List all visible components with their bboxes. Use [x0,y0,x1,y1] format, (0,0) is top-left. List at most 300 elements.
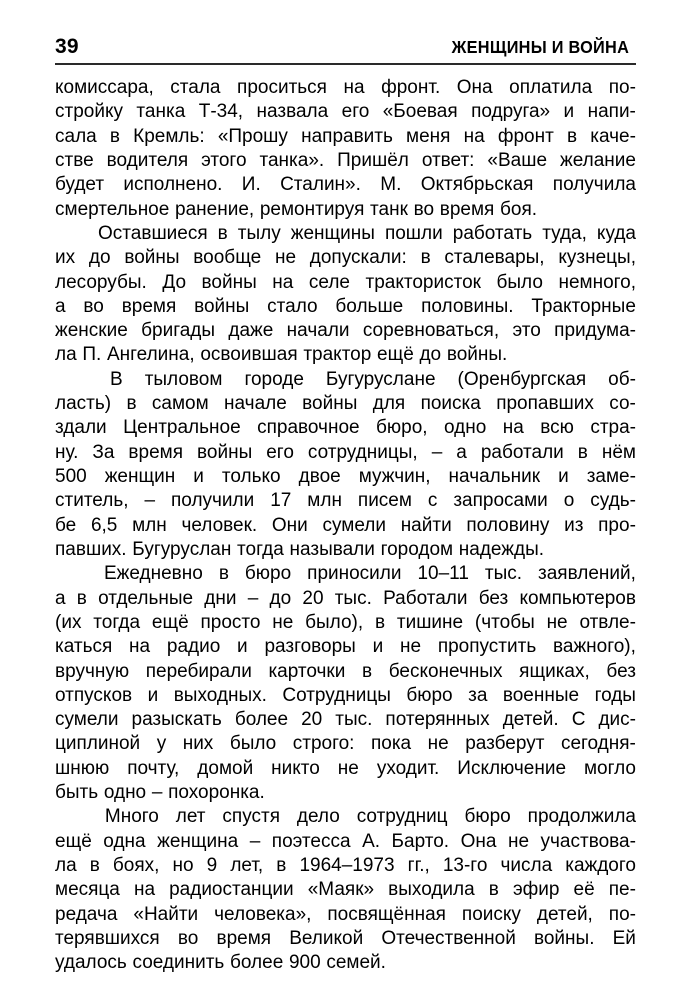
word: С [571,709,586,731]
word: меня [406,125,451,147]
word: на [463,125,485,147]
word: одно [444,417,487,439]
word: тыс. [334,587,372,609]
word: не [399,636,422,658]
word: удалось [55,952,127,974]
word: «Прошу [217,125,288,147]
word: а [456,441,467,463]
word: стра- [590,417,636,439]
word: тишине [396,611,464,633]
word: сталевары, [444,247,545,269]
word: в [109,125,120,147]
word: 17 [270,490,292,512]
word: ответ: [421,149,475,171]
word: сумели [322,514,386,536]
word: войны. [533,927,595,949]
word: вручную [55,660,130,682]
word: Она [456,77,493,98]
word: – [151,782,163,804]
word: пе- [608,879,636,901]
word: шнюю [55,757,110,779]
word: Пришёл [337,149,409,171]
word: получили [171,490,255,512]
text-line [55,246,636,270]
word: ласть) [55,393,112,415]
word: во [413,198,435,220]
word: лет, [230,855,264,876]
word: будет [55,174,105,196]
word: сотрудницы, [307,441,418,463]
word: – [247,587,259,609]
word: 20 [302,587,324,609]
text-line [55,173,636,197]
word: во [177,927,199,949]
word: войны [197,441,253,463]
word: бесконечных [388,660,503,682]
word: лесорубы. [55,271,147,293]
word: 1964–1973 [299,855,395,876]
word: ещё [55,830,92,852]
word: Тракторные [531,295,636,317]
word: кузнецы, [558,247,636,269]
text-line [55,635,636,659]
word: о [563,490,575,512]
word: компьютеров [519,587,636,609]
word: годы [594,684,636,706]
word: «Боевая [382,101,458,123]
word: её [573,879,595,901]
word: бюро [406,684,453,706]
word: на [272,271,294,293]
word: писем [357,490,412,512]
word: и [558,466,569,487]
word: исполнено. [123,174,223,196]
word: половину [466,514,550,536]
word: всю [540,417,574,439]
word: важного), [553,636,636,658]
word: тылу [237,222,281,244]
paragraph [55,562,636,805]
word: М. [380,174,402,196]
word: войны [201,271,257,293]
word: стало [267,295,318,317]
word: «Маяк» [307,879,375,901]
paragraph [55,76,636,222]
text-line [55,903,636,927]
word: каче- [590,125,636,147]
word: спустя [222,806,280,828]
word: Т-34, [198,101,244,123]
word: тогда [237,538,284,560]
word: ремонтируя [259,198,365,220]
word: Много [104,806,159,828]
word: в [374,611,386,633]
word: заявлений, [538,563,636,585]
word: об- [608,368,636,390]
word: тогда [93,611,141,633]
word: и [147,684,159,706]
text-line [55,368,636,392]
word: городом [380,538,454,560]
word: До [162,271,187,293]
word: придума- [554,320,636,342]
word: допускали: [309,247,407,269]
word: водителя [106,149,189,171]
word: участвова- [540,830,636,852]
text-line [55,222,636,246]
word: 6,5 [90,514,118,536]
word: без [478,587,509,609]
word: тыловом [144,368,223,390]
word: куда [596,222,636,244]
word: выходных. [173,684,267,706]
word: в [566,125,578,147]
word: трактористок [365,271,481,293]
word: одно [103,782,147,804]
word: разговоры [264,636,356,658]
word: ящиках, [519,660,590,682]
text-line [55,538,636,562]
word: 500 [55,466,87,487]
word: туда, [542,222,587,244]
word: женские [55,320,128,342]
word: одна [103,830,146,852]
word: посвящённая [327,903,446,925]
word: карточки [268,660,346,682]
word: Октябрьская [420,174,534,196]
running-head [55,36,636,57]
word: радиостанции [169,879,294,901]
word: это [512,320,541,342]
word: павших. [55,538,127,560]
word: из [564,514,584,536]
word: женщины [290,222,375,244]
word: потерянных [385,709,490,731]
word: дис- [598,709,636,731]
word: без [606,660,636,682]
text-line [55,125,636,149]
word: разыскать [131,709,222,731]
word: В [110,368,123,390]
word: – [431,441,443,463]
word: было [496,271,543,293]
word: запросами [453,490,548,512]
word: работать [452,222,533,244]
word: на [343,77,365,98]
word: П. [82,344,102,366]
word: и [372,636,384,658]
word: напи- [587,101,636,123]
word: млн [132,514,167,536]
text-line [55,562,636,586]
word: до [419,344,442,366]
word: бригады [141,320,216,342]
word: и [193,466,204,487]
word: в [420,247,431,269]
word: – [249,830,261,852]
word: немного, [558,271,636,293]
word: мужчин, [358,466,431,487]
word: дни [204,587,237,609]
word: больше [335,295,404,317]
word: пока [370,733,412,755]
word: млн [307,490,342,512]
word: в [488,879,499,901]
word: не [272,611,294,633]
word: поэтесса [271,830,351,852]
word: начали [286,320,350,342]
word: Работали [383,587,468,609]
word: не [274,247,297,269]
header-divider-rule [55,63,636,65]
word: с [427,490,438,512]
text-line [55,732,636,756]
word: уходит. [376,757,440,779]
paragraph [55,368,636,563]
word: во [83,295,104,317]
word: ну. [55,441,79,463]
text-line [55,878,636,902]
text-line [55,514,636,538]
word: поиска [420,393,481,415]
word: желание [560,149,636,171]
word: фронт. [381,77,441,98]
word: начале [224,393,287,415]
word: числа [500,855,553,876]
word: за [468,684,488,706]
text-line [55,951,636,975]
text-line [55,319,636,343]
word: ещё [151,611,189,633]
word: Они [271,514,308,536]
word: никто [271,757,320,779]
word: время [216,927,272,949]
word: – [144,490,156,512]
word: Центральное [123,417,241,439]
word: у [156,733,167,755]
word: в [89,855,100,876]
word: похоронка. [168,782,265,804]
word: 13-го [442,855,488,876]
word: А. [362,830,381,852]
word: «Найти [133,903,199,925]
word: 900 [288,952,321,974]
word: двое [298,466,341,487]
text-line [55,441,636,465]
word: 10–11 [417,563,469,585]
text-line [55,587,636,611]
word: Сталин». [280,174,361,196]
word: танка [136,101,186,123]
word: человека», [214,903,312,925]
word: домой [197,757,254,779]
word: пошли [384,222,443,244]
word: время [121,295,177,317]
word: сотрудниц [356,806,448,828]
word: ещё [377,344,414,366]
text-line [55,660,636,684]
running-title: ЖЕНЩИНЫ И ВОЙНА [451,37,630,57]
word: начальник [448,466,541,487]
word: трактор [303,344,372,366]
body-text-block [55,76,636,976]
word: нём [601,441,636,463]
word: перебирали [145,660,252,682]
word: до [269,587,292,609]
word: проситься [237,77,327,98]
word: И. [241,174,261,196]
text-line [55,149,636,173]
word: войны [124,247,180,269]
word: оплатила [509,77,593,98]
word: (их [55,611,82,633]
word: не [427,733,449,755]
word: а [55,587,66,609]
word: Барто. [391,830,450,852]
text-line [55,684,636,708]
word: получила [552,174,636,196]
word: не [546,611,568,633]
text-line [55,781,636,805]
word: комиссара, [55,77,154,98]
word: в [126,393,137,415]
word: боя. [500,198,538,220]
word: пропустить [437,636,537,658]
text-line [55,343,636,367]
word: здали [55,417,107,439]
word: сала [55,125,97,147]
word: вообще [193,247,262,269]
word: более [230,952,284,974]
word: про- [598,514,636,536]
text-line [55,76,636,100]
word: терявшихся [55,927,160,949]
word: тыс. [484,563,523,585]
word: этого [201,149,247,171]
word: называли [289,538,375,560]
word: них [182,733,214,755]
word: разберут [465,733,545,755]
word: надежды. [458,538,545,560]
text-line [55,465,636,489]
word: детей, [536,903,593,925]
word: приносили [307,563,402,585]
word: отвле- [579,611,636,633]
word: Кремль: [133,125,205,147]
text-line [55,805,636,829]
word: лет [175,806,206,828]
word: даже [228,320,274,342]
word: назвала [256,101,329,123]
word: каждого [565,855,636,876]
text-line [55,611,636,635]
word: было [229,733,277,755]
word: для [372,393,406,415]
word: Она [460,830,497,852]
word: «Ваше [487,149,548,171]
word: войны [194,295,250,317]
word: было), [305,611,364,633]
text-line [55,100,636,124]
word: а [55,295,66,317]
word: в [217,222,228,244]
word: городе [244,368,304,390]
word: тыс. [335,709,373,731]
word: человек. [181,514,258,536]
text-line [55,708,636,732]
word: в [276,855,287,876]
word: бюро, [376,417,428,439]
word: ститель, [55,490,129,512]
word: Ангелина, [106,344,195,366]
word: стройку [55,101,123,123]
word: дело [296,806,340,828]
word: подруга» [471,101,551,123]
text-line [55,271,636,295]
word: на [133,879,156,901]
word: пропавших [496,393,594,415]
word: в [76,587,87,609]
word: Оставшиеся [98,222,208,244]
word: (Оренбургская [457,368,587,390]
page-number: 39 [55,35,79,58]
word: по- [608,903,636,925]
word: танка». [259,149,325,171]
word: сегодня- [560,733,636,755]
word: Бугуруслане [325,368,436,390]
word: половины. [421,295,514,317]
word: их [55,247,76,269]
text-line [55,489,636,513]
word: время [128,441,184,463]
word: на [129,636,151,658]
word: селе [308,271,350,293]
word: выходила [388,879,475,901]
word: бюро [464,806,511,828]
word: бюро [244,563,292,585]
word: строго: [292,733,355,755]
word: радио [166,636,221,658]
word: женщин [104,466,176,487]
word: освоившая [200,344,298,366]
word: отдельные [98,587,194,609]
word: и [563,101,575,123]
text-line [55,854,636,878]
word: Бугуруслан [132,538,232,560]
word: ранение, [175,198,255,220]
word: но [172,855,194,876]
word: (чтобы [474,611,535,633]
word: семей. [326,952,386,974]
word: Отечественной [381,927,516,949]
text-line [55,830,636,854]
word: соревноваться, [362,320,500,342]
word: время [439,198,495,220]
word: боях, [112,855,160,876]
word: в [218,563,229,585]
word: редача [55,903,118,925]
word: детей. [502,709,559,731]
word: Сотрудницы [282,684,391,706]
word: женщина [157,830,239,852]
word: сумели [55,709,119,731]
word: быть [55,782,99,804]
word: смертельное [55,198,170,220]
word: почту, [127,757,180,779]
word: 9 [206,855,218,876]
word: ла [55,344,77,366]
word: направить [301,125,393,147]
